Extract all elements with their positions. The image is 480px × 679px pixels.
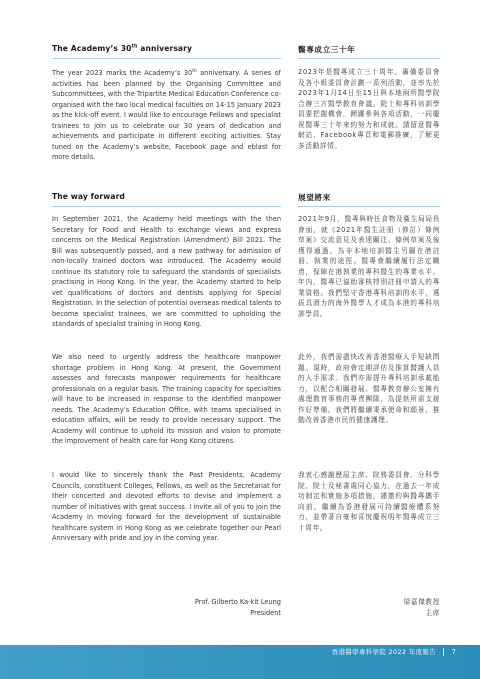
way-forward-paragraph-3-zh: 我衷心感謝歷屆主席、院務委員會、分科學院、院士及秘書處同心協力，在過去一年成功制定和實施多項措施。謹邀約與醫專攜手向前，繼續為香港發展可持續醫療體系努力，並帶著自豪和喜悅慶祝明年醫專成立三十周年。 — [298, 471, 440, 532]
way-forward-heading-zh: 展望將來 — [298, 193, 331, 202]
anniversary-rule-en — [52, 58, 281, 59]
signature-zh — [404, 597, 440, 618]
signatory-title-en: President — [250, 608, 281, 617]
signatory-name-en: Prof. Gilberto Ka-kit Leung — [194, 598, 281, 606]
way-forward-paragraph-3-en: I would like to sincerely thank the Past Presidents, Academy Councils, constituent Colleges, Fellows, as well as the Secretariat for their concerted and devoted efforts to devise and implement a number of initiatives with great success. I invite all of you to join the Academy in moving forward for the development of sustainable healthcare system in Hong Kong as we celebrate together our Pearl Anniversary with pride and joy in the coming year. — [52, 471, 281, 542]
signatory-title-zh: 主席 — [425, 608, 440, 617]
page-number: 7 — [451, 648, 456, 656]
signatory-name-zh: 梁嘉傑教授 — [403, 598, 440, 606]
way-forward-paragraph-1-en: In September 2021, the Academy held meetings with the then Secretary for Food and Health to exchange views and express concerns on the Medical Registration (Amendment) Bill 2021. The Bill was subsequently passed, and a new pathway for admission of non-locally trained doctors was introduced. The Academy would continue its statutory role to safeguard the standards of specialists practising in Hong Kong. In the year, the Academy started to help vet qualifications of doctors and dentists applying for Special Registration. In the selection of potential overseas medical talents to become specialist trainees, we are committed to upholding the standards of specialist training in Hong Kong. — [52, 215, 281, 328]
way-forward-rule-en — [52, 206, 281, 207]
anniversary-rule-zh — [298, 58, 440, 59]
way-forward-paragraph-2-zh: 此外，我們需盡快改善香港醫療人手短缺問題。現時，政府會定期評估及推算醫護人員的人手需求。我們亦需提升專科培訓承載能力，以配合相關發展。醫專教育辦公室擁有處理教育事務的專責團隊，為提供所需支援作好準備。我們將繼續秉承使命和願景，推動改善香港市民的健康護理。 — [298, 353, 440, 424]
way-forward-paragraph-2-en: We also need to urgently address the healthcare manpower shortage problem in Hong Kong. At present, the Government assesses and forecasts manpower requirements for healthcare professionals on a regular basis. The training capacity for specialties will have to be increased in response to the identified manpower needs. The Academy’s Education Office, with teams specialised in education affairs, will be ready to provide necessary support. The Academy will continue to uphold its mission and vision to promote the improvement of health care for Hong Kong citizens. — [52, 353, 281, 445]
way-forward-paragraph-1-zh: 2021年9月，醫專與時任食物及衞生局局長會面，就《2021年醫生註冊（修訂）條例草案》交流意見及表達關注。條例草案及後獲得通過，為非本地培訓醫生另闢在港註冊、執業的途徑。醫專會繼續履行法定職責，保障在港執業的專科醫生的專業水平。年內，醫專已協助審核特別註冊申請人的專業資格。我們堅守香港專科培訓的水平，選拔具潛力的海外醫學人才成為本港的專科培訓學員。 — [298, 215, 440, 318]
anniversary-paragraph-zh: 2023年是醫專成立三十周年。籌備委員會及各小組委員會計劃一系列活動，並率先於2023年1月14日至15日與本地兩所醫學院合辦三方醫學教育會議。院士和專科培訓學員要把握機會，踴躍參與各項活動，一同慶祝醫專三十年來的努力和成就。請留意醫專網站、Facebook專頁和電郵推廣，了解更多活動詳情。 — [298, 68, 440, 150]
way-forward-rule-zh — [298, 206, 440, 207]
signature-en — [195, 597, 281, 618]
anniversary-heading-zh: 醫專成立三十年 — [298, 45, 356, 54]
way-forward-heading-en: The way forward — [52, 192, 125, 201]
footer-publication-title: 香港醫學專科學院 2022 年度報告 — [331, 648, 436, 656]
anniversary-paragraph-en: The year 2023 marks the Academy’s 30th anniversary. A series of activities has been planned by the Organising Committee and Subcommittees, with the Tripartite Medical Education Conference co-organised with the two local medical faculties on 14-15 January 2023 as the kick-off event. I would like to encourage Fellows and specialist trainees to join us to celebrate our 30 years of dedication and achievements and participate in different exciting activities. Stay tuned on the Academy’s website, Facebook page and eblast for more details. — [52, 69, 281, 162]
footer-separator — [443, 648, 444, 656]
anniversary-heading-en: The Academy’s 30th anniversary — [52, 44, 193, 53]
